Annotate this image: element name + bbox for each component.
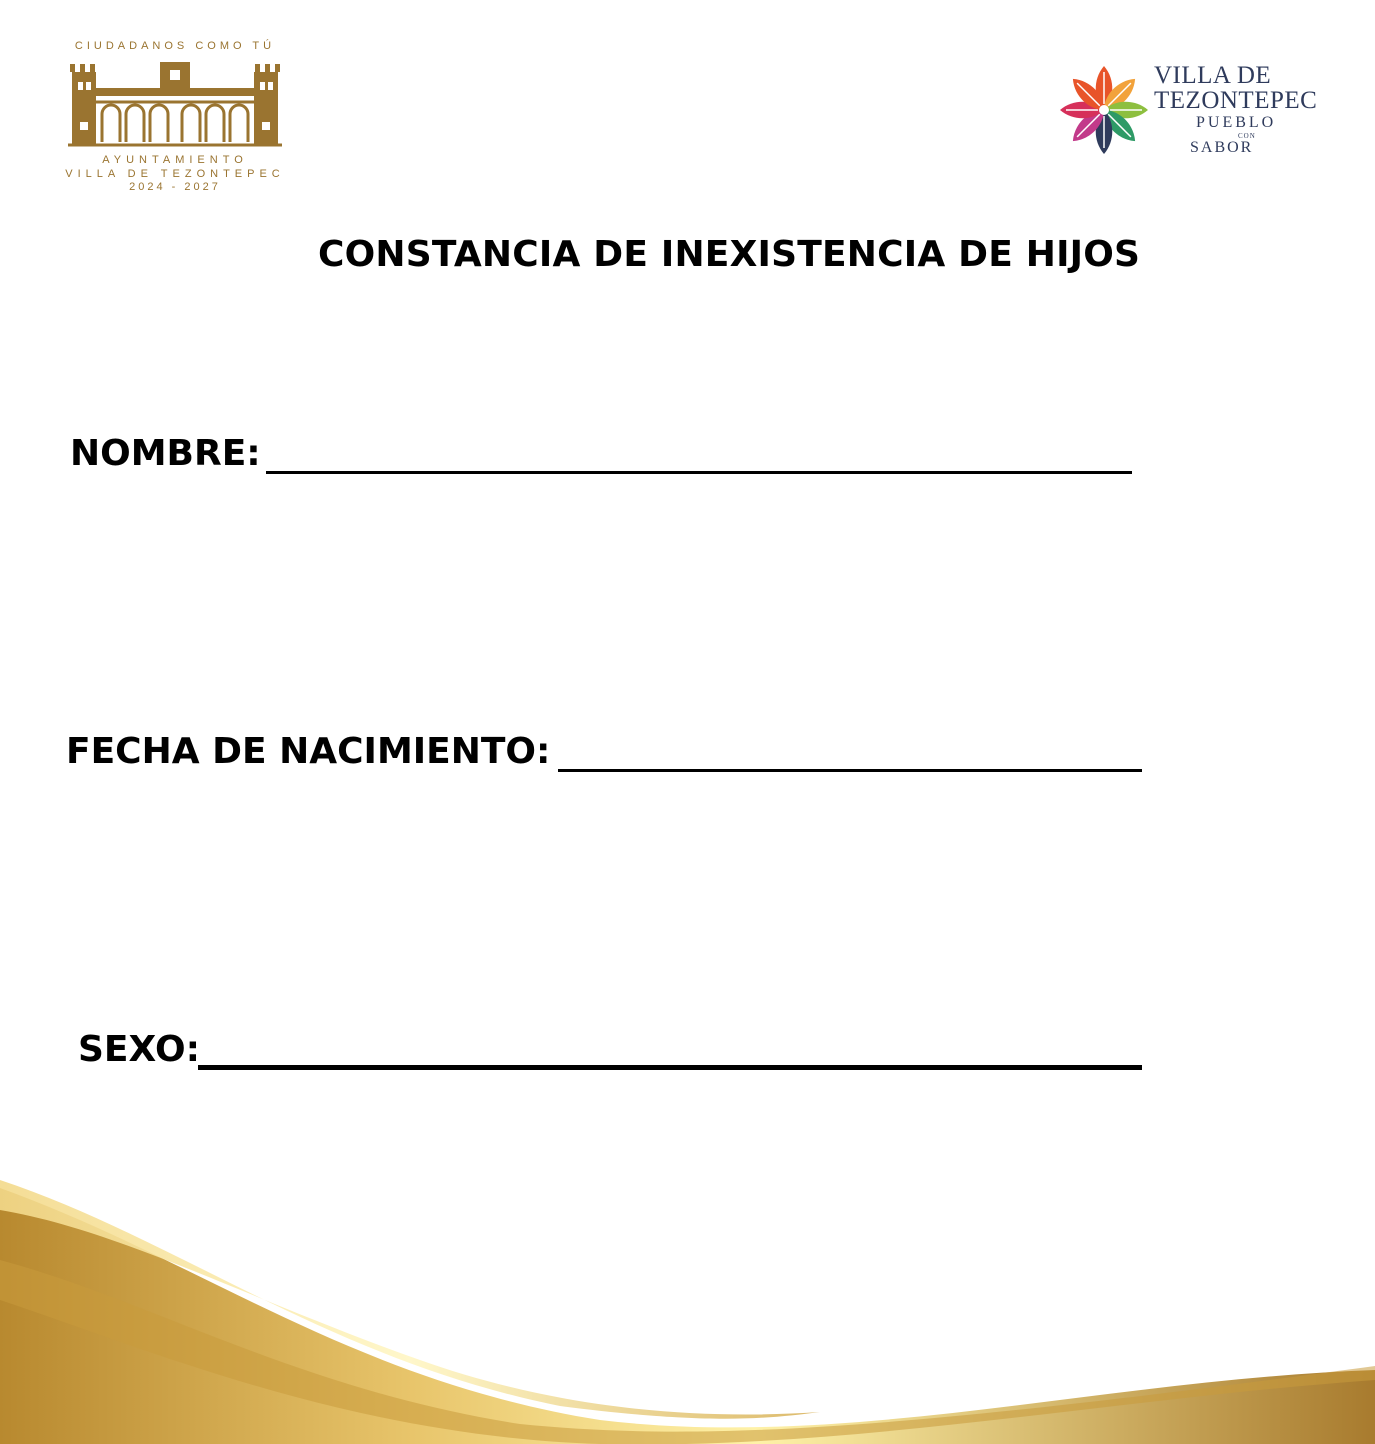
logo-years-text: 2024 - 2027	[129, 181, 221, 193]
palace-building-icon	[68, 58, 282, 148]
gold-wave-decoration	[0, 1180, 1375, 1444]
nombre-field[interactable]	[70, 428, 1132, 478]
fecha-nacimiento-field[interactable]	[66, 726, 1142, 776]
logo-tagline: CIUDADANOS COMO TÚ	[74, 40, 276, 52]
multicolor-flower-icon	[1058, 64, 1150, 156]
logo-ayuntamiento-text: AYUNTAMIENTO	[102, 154, 248, 166]
nombre-blank-line[interactable]	[266, 471, 1132, 474]
brand-line-pueblo: PUEBLO	[1196, 114, 1277, 131]
sexo-blank-line[interactable]	[198, 1065, 1142, 1070]
logo-municipality-text: VILLA DE TEZONTEPEC	[65, 168, 285, 180]
villa-tezontepec-brand-logo	[1058, 64, 1328, 164]
sexo-label: SEXO:	[78, 1029, 200, 1070]
fecha-nacimiento-blank-line[interactable]	[558, 769, 1142, 772]
brand-line-villa-de: VILLA DE	[1154, 62, 1272, 89]
sexo-field[interactable]	[78, 1024, 1142, 1074]
brand-line-tezontepec: TEZONTEPEC	[1154, 87, 1318, 114]
brand-line-con: CON	[1238, 132, 1256, 140]
brand-line-sabor: SABOR	[1190, 139, 1254, 156]
fecha-nacimiento-label: FECHA DE NACIMIENTO:	[66, 731, 551, 772]
nombre-label: NOMBRE:	[70, 433, 261, 474]
document-title: CONSTANCIA DE INEXISTENCIA DE HIJOS	[318, 234, 1141, 275]
ayuntamiento-logo	[60, 40, 290, 193]
